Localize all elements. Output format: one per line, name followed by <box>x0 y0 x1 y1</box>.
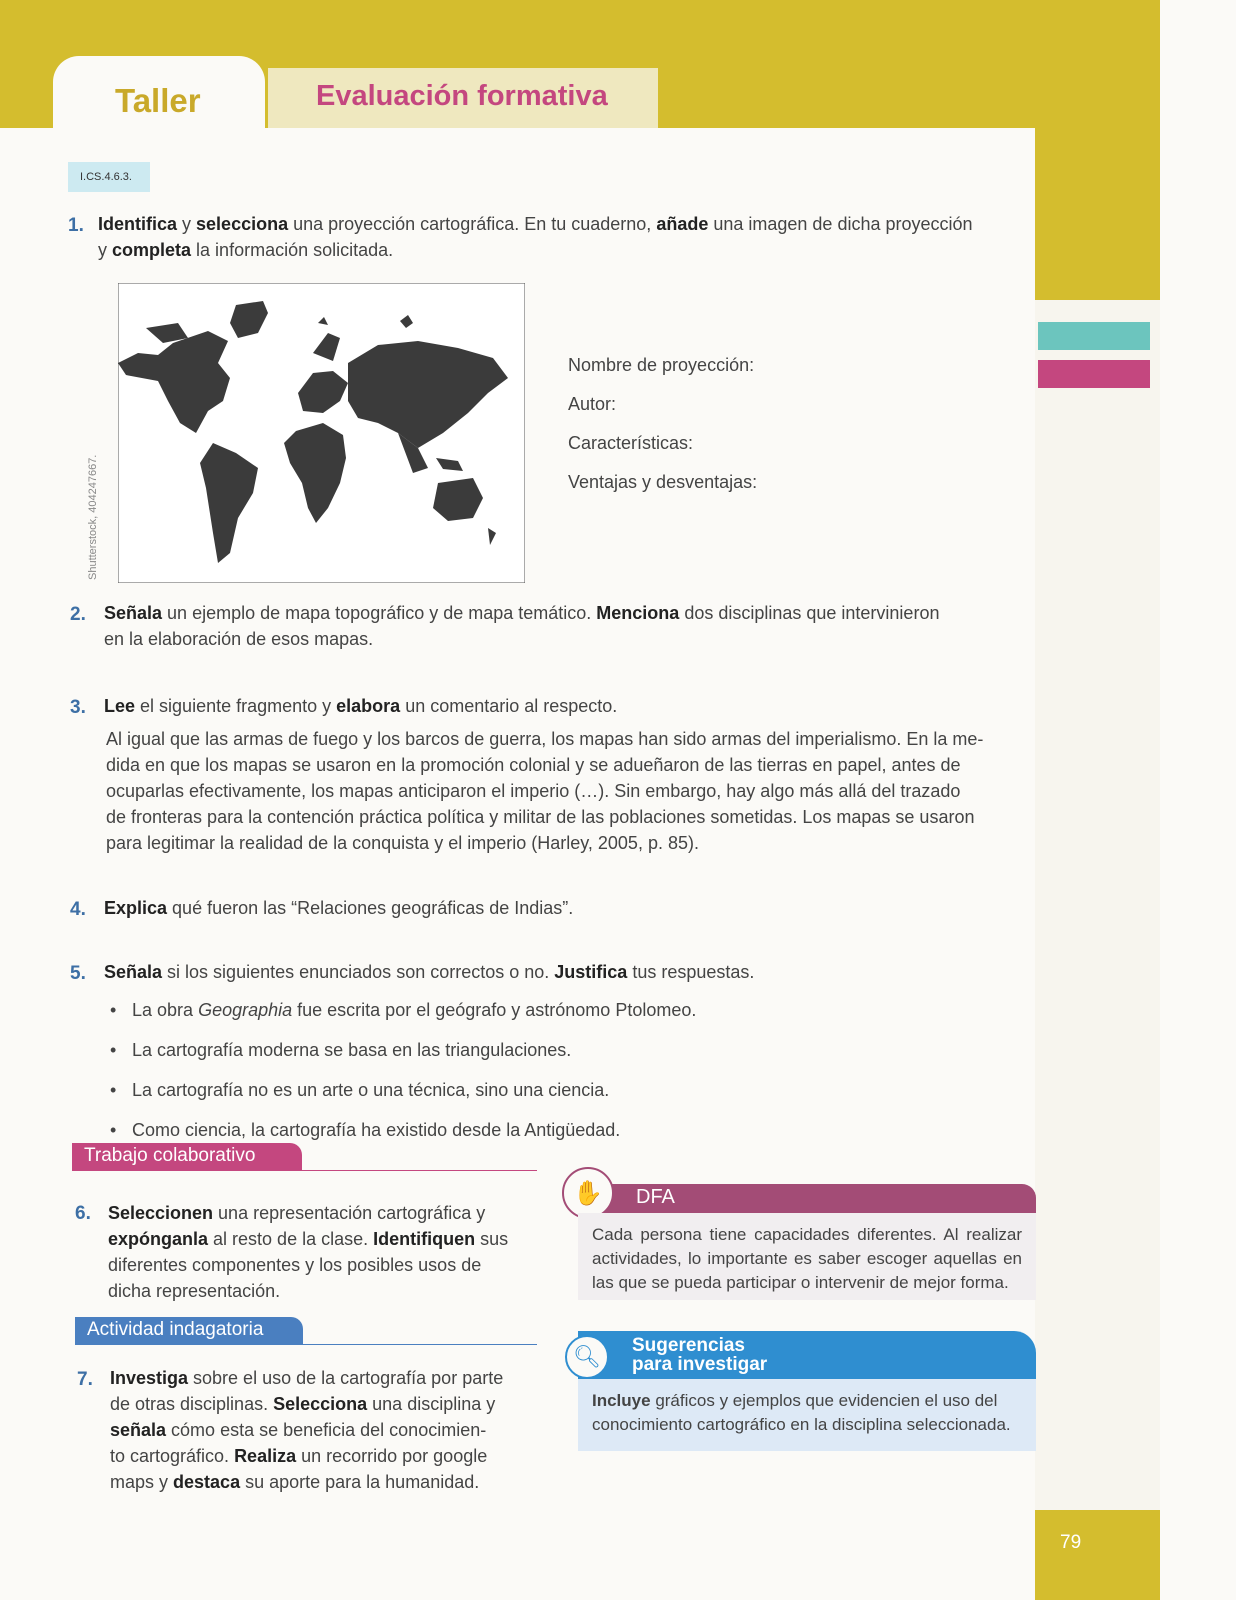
list-item: • La obra Geographia fue escrita por el geógrafo y astrónomo Ptolomeo. <box>110 1000 696 1040</box>
trabajo-colaborativo-header: Trabajo colaborativo <box>72 1143 302 1170</box>
question-number: 4. <box>70 899 86 920</box>
question-number: 6. <box>75 1203 91 1224</box>
list-item: • La cartografía no es un arte o una técnica, sino una ciencia. <box>110 1080 696 1120</box>
hands-icon: ✋ <box>562 1167 614 1219</box>
question-3: Lee el siguiente fragmento y elabora un comentario al respecto. <box>104 696 618 716</box>
magenta-marker <box>1038 360 1150 388</box>
side-color-band <box>1035 0 1160 300</box>
question-2: Señala un ejemplo de mapa topográfico y de mapa temático. Menciona dos disciplinas que intervinieron en la elaboración de esos mapas. <box>104 603 940 649</box>
question-7: Investiga sobre el uso de la cartografía por parte de otras disciplinas. Selecciona una disciplina y señala cómo esta se beneficia del conocimien- to cartográfico. Realiza un recorrido por google maps y destaca su aporte para la humanidad. <box>110 1368 504 1492</box>
list-item: • Como ciencia, la cartografía ha existido desde la Antigüedad. <box>110 1120 696 1160</box>
question-number: 1. <box>68 215 84 236</box>
teal-marker <box>1038 322 1150 350</box>
field-ventajas: Ventajas y desventajas: <box>568 472 758 492</box>
question-6: Seleccionen una representación cartográfica y expónganla al resto de la clase. Identifiquen sus diferentes componentes y los posibles usos de dicha representación. <box>108 1203 509 1301</box>
taller-tab: Taller <box>53 56 265 146</box>
image-credit: Shutterstock, 404247667. <box>87 454 99 580</box>
page-margin <box>1035 300 1160 1510</box>
dfa-body: Cada persona tiene capacidades diferentes. Al realizar actividades, lo importante es saber escoger aquellas en las que se pueda participar o intervenir de mejor forma. <box>578 1213 1036 1300</box>
field-nombre: Nombre de proyección: <box>568 355 755 375</box>
field-autor: Autor: <box>568 394 617 414</box>
question-number: 3. <box>70 697 86 718</box>
sugerencias-title: Sugerencias para investigar <box>632 1335 768 1375</box>
quote-block: Al igual que las armas de fuego y los barcos de guerra, los mapas han sido armas del imperialismo. En la me- dida en que los mapas se usaron en la promoción colonial y se adueñaron de las tierras en papel, antes de ocuparlas efectivamente, los mapas anticiparon el imperio (…). Sin embargo, hay algo más allá del trazado de fronteras para la contención práctica política y militar de las poblaciones sometidas. Los mapas se usaron para legitimar la realidad de la conquista y el imperio (Harley, 2005, p. 85). <box>106 729 984 853</box>
question-1: Identifica y selecciona una proyección cartográfica. En tu cuaderno, añade una imagen de dicha proyección y completa la información solicitada. <box>98 214 973 260</box>
list-item: • La cartografía moderna se basa en las triangulaciones. <box>110 1040 696 1080</box>
dfa-title: DFA <box>636 1186 675 1208</box>
question-4: Explica qué fueron las “Relaciones geográficas de Indias”. <box>104 898 574 918</box>
divider <box>75 1344 537 1345</box>
field-caracteristicas: Características: <box>568 433 694 453</box>
question-5: Señala si los siguientes enunciados son correctos o no. Justifica tus respuestas. <box>104 962 755 982</box>
sugerencias-body: Incluye gráficos y ejemplos que evidencien el uso del conocimiento cartográfico en la disciplina seleccionada. <box>578 1379 1036 1451</box>
section-title: Evaluación formativa <box>316 80 608 112</box>
question-number: 7. <box>77 1369 93 1390</box>
world-map-grid <box>118 283 525 583</box>
projection-info <box>568 355 757 511</box>
page-number: 79 <box>1035 1510 1160 1600</box>
actividad-indagatoria-header: Actividad indagatoria <box>75 1317 303 1344</box>
magnifier-icon: 🔍︎ <box>565 1335 609 1379</box>
statement-list <box>110 1000 696 1160</box>
skill-code-badge: I.CS.4.6.3. <box>68 162 150 192</box>
question-number: 2. <box>70 604 86 625</box>
section-title-tab <box>268 68 658 128</box>
question-number: 5. <box>70 963 86 984</box>
divider <box>72 1170 537 1171</box>
